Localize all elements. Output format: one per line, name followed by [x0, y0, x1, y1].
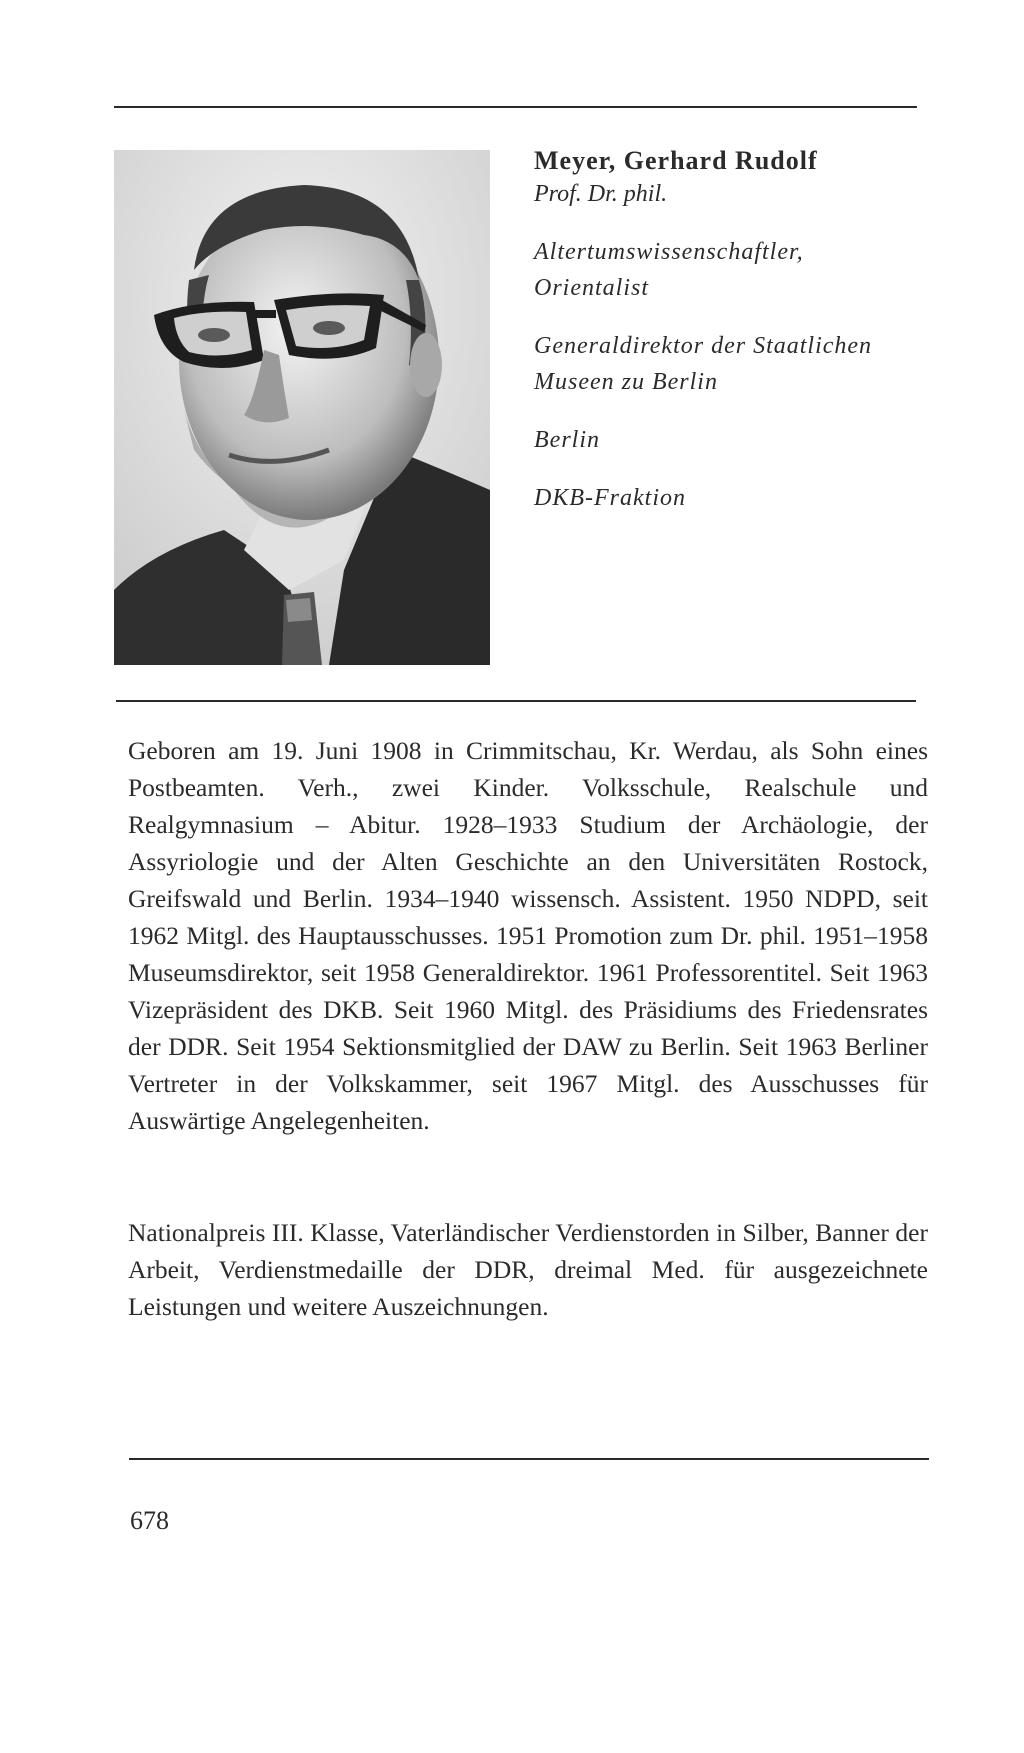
portrait-photo [114, 150, 490, 665]
person-name: Meyer, Gerhard Rudolf [534, 146, 818, 175]
page-number: 678 [130, 1506, 169, 1535]
position-line: Generaldirektor der Staatlichen [534, 333, 873, 359]
profession-line: Orientalist [534, 275, 650, 301]
position [534, 328, 934, 400]
top-divider [114, 106, 917, 108]
biography-text: Geboren am 19. Juni 1908 in Crimmitschau, Kr. Werdau, als Sohn eines Postbeamten. Verh., zwei Kinder. Volksschule, Realschule und Realgymnasium – Abitur. 1928–1933 Studium der Archäologie, der Assyriologie und der Alten Geschichte an den Universitäten Rostock, Greifswald und Berlin. 1934–1940 wissensch. Assistent. 1950 NDPD, seit 1962 Mitgl. des Hauptausschusses. 1951 Promotion zum Dr. phil. 1951–1958 Museumsdirektor, seit 1958 Generaldirektor. 1961 Professorentitel. Seit 1963 Vizepräsident des DKB. Seit 1960 Mitgl. des Präsidiums des Friedensrates der DDR. Seit 1954 Sektionsmitglied der DAW zu Berlin. Seit 1963 Berliner Vertreter in der Volkskammer, seit 1967 Mitgl. des Ausschusses für Auswärtige Angelegenheiten. [128, 736, 928, 1135]
awards-text: Nationalpreis III. Klasse, Vaterländischer Verdienstorden in Silber, Banner der Arbeit, Verdienstmedaille der DDR, dreimal Med. für ausgezeichnete Leistungen und weitere Auszeichnungen. [128, 1218, 928, 1321]
bottom-divider [129, 1458, 929, 1460]
entry-header [534, 144, 934, 538]
location: Berlin [534, 427, 600, 453]
location-group [534, 422, 934, 458]
middle-divider [116, 700, 916, 702]
portrait-image [114, 150, 490, 665]
academic-title: Prof. Dr. phil. [534, 181, 668, 207]
faction: DKB-Fraktion [534, 485, 686, 511]
profession [534, 234, 934, 306]
profession-line: Altertumswissenschaftler, [534, 239, 804, 265]
position-line: Museen zu Berlin [534, 369, 718, 395]
faction-group [534, 480, 934, 516]
